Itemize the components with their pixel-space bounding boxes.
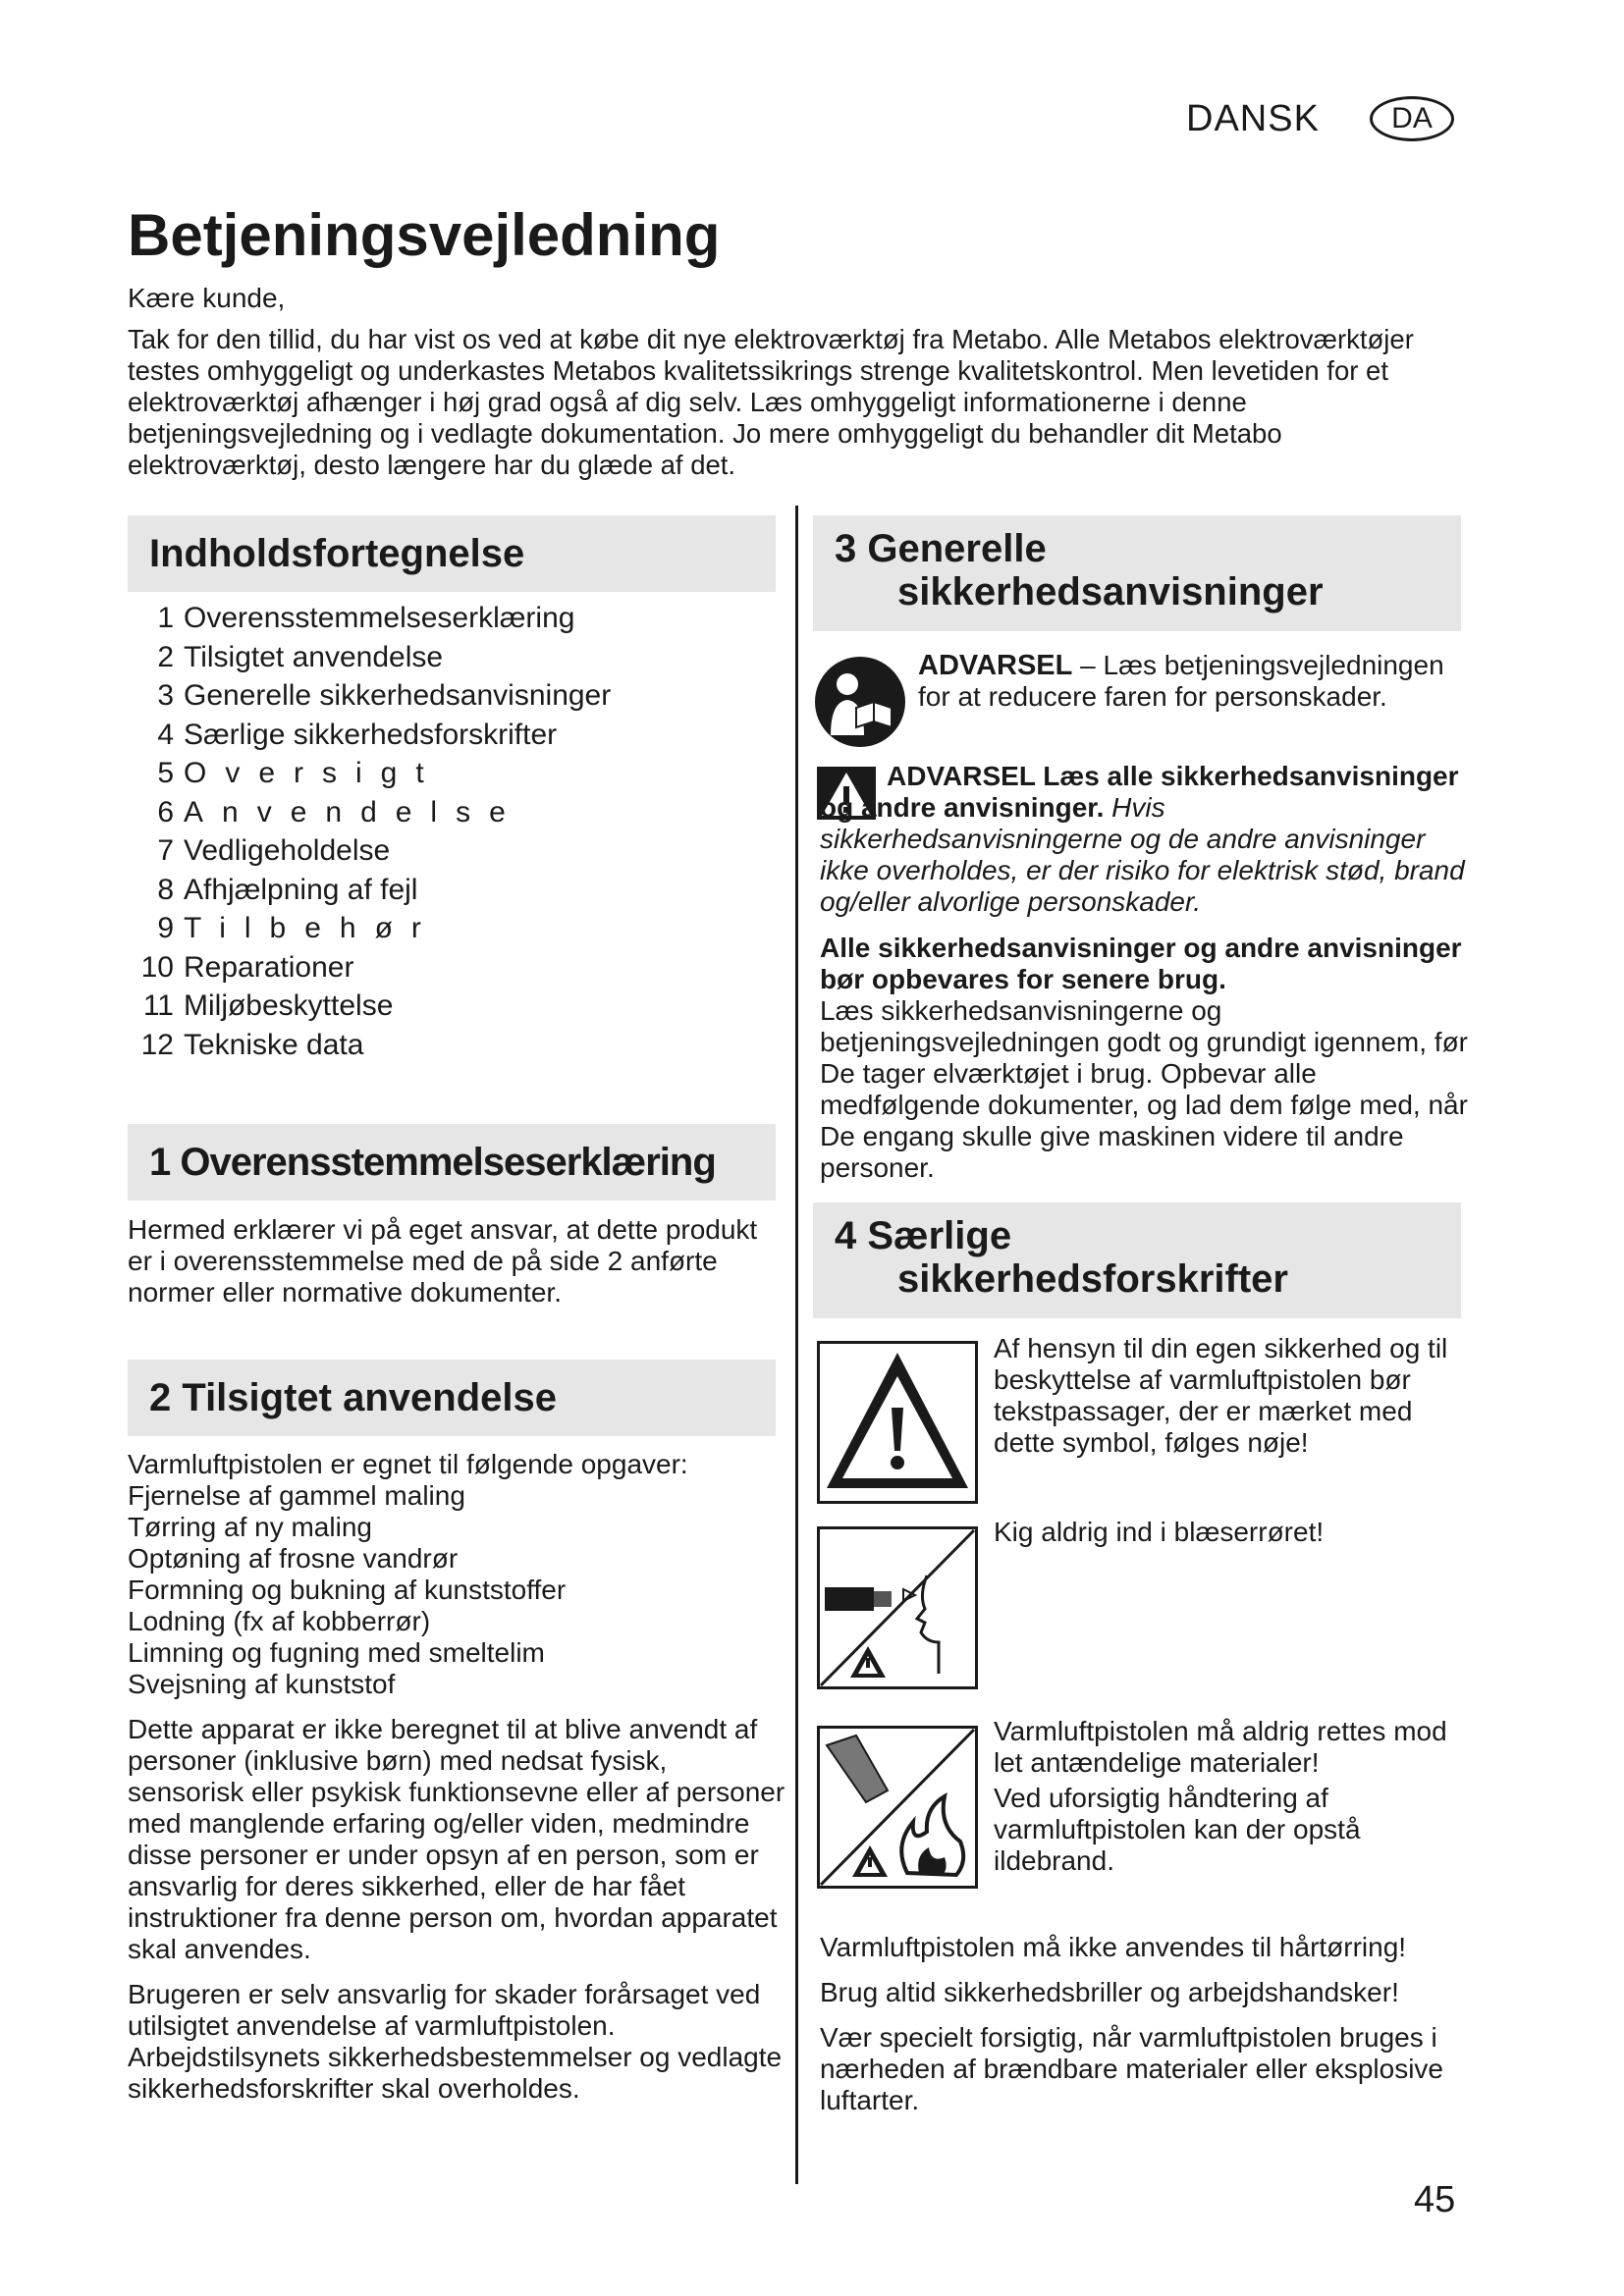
toc-item-label: Tilbehør — [184, 912, 440, 944]
liability-paragraph: Brugeren er selv ansvarlig for skader forårsaget ved utilsigtet anvendelse af varmluftpistolen. Arbejdstilsynets sikkerhedsbestemmelser og vedlagte sikkerhedsforskrifter skal overholdes. — [128, 1979, 783, 2104]
table-of-contents — [128, 599, 766, 1064]
section-2-heading: 2 Tilsigtet anvendelse — [128, 1360, 776, 1436]
greeting: Kære kunde, — [128, 283, 286, 313]
section-1-heading: 1 Overensstemmelseserklæring — [128, 1124, 776, 1201]
toc-item-number: 9 — [157, 912, 174, 944]
note-blower-tube: Kig aldrig ind i blæserrøret! — [994, 1517, 1325, 1547]
rule-protective-gear: Brug altid sikkerhedsbriller og arbejdshandsker! — [820, 1977, 1399, 2007]
section-4-heading-line2: sikkerhedsforskrifter — [897, 1257, 1288, 1301]
section-4-heading-line1: 4 Særlige — [835, 1214, 1012, 1257]
section-1-text: Hermed erklærer vi på eget ansvar, at dette produkt er i overensstemmelse med de på side 2 anførte normer eller normative dokumenter. — [128, 1214, 758, 1308]
general-warning-icon — [817, 1341, 978, 1504]
no-flammable-materials-icon — [817, 1726, 978, 1889]
toc-item-number: 11 — [142, 989, 174, 1022]
column-divider — [795, 506, 798, 2184]
use-item: Tørring af ny maling — [128, 1512, 372, 1542]
section-4-rules — [820, 1932, 1473, 2116]
toc-item[interactable] — [128, 716, 766, 755]
page-number: 45 — [1414, 2179, 1456, 2220]
page-title: Betjeningsvejledning — [128, 202, 721, 268]
toc-item-number: 3 — [157, 679, 174, 712]
toc-item-number: 7 — [157, 834, 174, 867]
toc-item-label: Afhjælpning af fejl — [184, 873, 418, 906]
use-item: Fjernelse af gammel maling — [128, 1480, 465, 1511]
read-manual-icon — [813, 655, 907, 749]
note-warning-symbol: Af hensyn til din egen sikkerhed og til beskyttelse af varmluftpistolen bør tekstpassager, der er mærket med dette symbol, følges nøje! — [994, 1333, 1448, 1458]
toc-item[interactable] — [128, 638, 766, 677]
toc-item[interactable] — [128, 754, 766, 793]
toc-item[interactable] — [128, 599, 766, 638]
use-item: Optøning af frosne vandrør — [128, 1543, 459, 1574]
use-item: Lodning (fx af kobberrør) — [128, 1606, 431, 1636]
warning-label: ADVARSEL — [918, 650, 1073, 681]
toc-item-label: Oversigt — [184, 757, 443, 789]
toc-item[interactable] — [128, 948, 766, 988]
note-fire-line-2: Ved uforsigtig håndtering af varmluftpistolen kan der opstå ildebrand. — [994, 1783, 1361, 1876]
toc-item-number: 10 — [140, 950, 174, 984]
toc-item-label: Miljøbeskyttelse — [184, 989, 394, 1022]
warning-text: – Læs betjeningsvejledningen for at reducere faren for personskader. — [918, 650, 1444, 712]
toc-heading: Indholdsfortegnelse — [128, 515, 776, 592]
toc-item-label: Reparationer — [184, 950, 354, 984]
persons-paragraph: Dette apparat er ikke beregnet til at blive anvendt af personer (inklusive børn) med nedsat fysisk, sensorisk eller psykisk funktionsevne eller af personer med manglende erfaring og/eller viden, medmindre disse personer er under opsyn af en person, som er ansvarlig for deres sikkerhed, eller de har fået instruktioner fra denne person om, hvordan apparatet skal anvendes. — [128, 1714, 785, 1964]
toc-item[interactable] — [128, 831, 766, 871]
toc-item-label: Særlige sikkerhedsforskrifter — [184, 718, 558, 751]
language-label: DANSK — [1186, 98, 1320, 139]
toc-item-label: Tekniske data — [184, 1028, 364, 1061]
toc-item[interactable] — [128, 871, 766, 910]
uses-intro: Varmluftpistolen er egnet til følgende opgaver: — [128, 1449, 688, 1479]
note-fire-line-1: Varmluftpistolen må aldrig rettes mod let antændelige materialer! — [994, 1716, 1447, 1778]
toc-item-label: Anvendelse — [184, 795, 524, 828]
language-badge: DA — [1370, 96, 1454, 141]
intro-paragraph: Tak for den tillid, du har vist os ved at købe dit nye elektroværktøj fra Metabo. Alle Metabos elektroværktøjer testes omhyggeligt og underkastes Metabos kvalitetssikrings strenge kvalitetskontrol. Men levetiden for et elektroværktøj afhænger i høj grad også af dig selv. Læs omhyggeligt informationerne i denne betjeningsvejledning og i vedlagte dokumentation. Jo mere omhyggeligt du behandler dit Metabo elektroværktøj, desto længere har du glæde af det. — [128, 324, 1414, 480]
warning-bold-text: ADVARSEL Læs alle sikkerhedsanvisninger og andre anvisninger. — [820, 761, 1459, 823]
warning-all-instructions — [820, 761, 1468, 918]
toc-item[interactable] — [128, 909, 766, 948]
toc-item-label: Overensstemmelseserklæring — [184, 602, 575, 634]
keep-instructions-text: Læs sikkerhedsanvisningerne og betjeningsvejledningen godt og grundigt igennem, før De tager elværktøjet i brug. Opbevar alle medfølgende dokumenter, og lad dem følge med, når De engang skulle give maskinen videre til andre personer. — [820, 995, 1469, 1183]
section-3-heading-line1: 3 Generelle — [835, 527, 1047, 570]
toc-item-label: Tilsigtet anvendelse — [184, 640, 444, 673]
toc-item-number: 12 — [140, 1028, 174, 1061]
keep-instructions-bold: Alle sikkerhedsanvisninger og andre anvisninger bør opbevares for senere brug. — [820, 933, 1462, 994]
no-look-into-nozzle-icon — [817, 1526, 978, 1689]
toc-item[interactable] — [128, 676, 766, 716]
rule-no-hair-drying: Varmluftpistolen må ikke anvendes til hårtørring! — [820, 1932, 1407, 1962]
toc-item[interactable] — [128, 987, 766, 1026]
use-item: Svejsning af kunststof — [128, 1669, 396, 1699]
section-3-heading — [813, 515, 1461, 631]
section-2-body — [128, 1449, 785, 2105]
toc-item-number: 1 — [157, 602, 174, 634]
section-3-heading-line2: sikkerhedsanvisninger — [897, 570, 1324, 614]
toc-item-number: 2 — [157, 640, 174, 673]
toc-item-label: Generelle sikkerhedsanvisninger — [184, 679, 612, 712]
use-item: Formning og bukning af kunststoffer — [128, 1575, 567, 1605]
note-fire-hazard — [994, 1716, 1475, 1877]
use-item: Limning og fugning med smeltelim — [128, 1637, 545, 1668]
toc-item-number: 8 — [157, 873, 174, 906]
toc-item[interactable] — [128, 793, 766, 832]
rule-flammable-materials: Vær specielt forsigtig, når varmluftpistolen bruges i nærheden af brændbare materialer eller eksplosive luftarter. — [820, 2022, 1444, 2115]
toc-item-number: 5 — [157, 757, 174, 789]
toc-item[interactable] — [128, 1026, 766, 1065]
toc-item-label: Vedligeholdelse — [184, 834, 391, 867]
warning-read-manual — [918, 650, 1468, 713]
section-4-heading — [813, 1202, 1461, 1318]
section-3-keep-instructions — [820, 933, 1468, 1184]
toc-item-number: 4 — [157, 718, 174, 751]
warning-italic-text: Hvis sikkerhedsanvisningerne og de andre anvisninger ikke overholdes, er der risiko for elektrisk stød, brand og/eller alvorlige personskader. — [820, 792, 1465, 917]
toc-item-number: 6 — [157, 795, 174, 828]
